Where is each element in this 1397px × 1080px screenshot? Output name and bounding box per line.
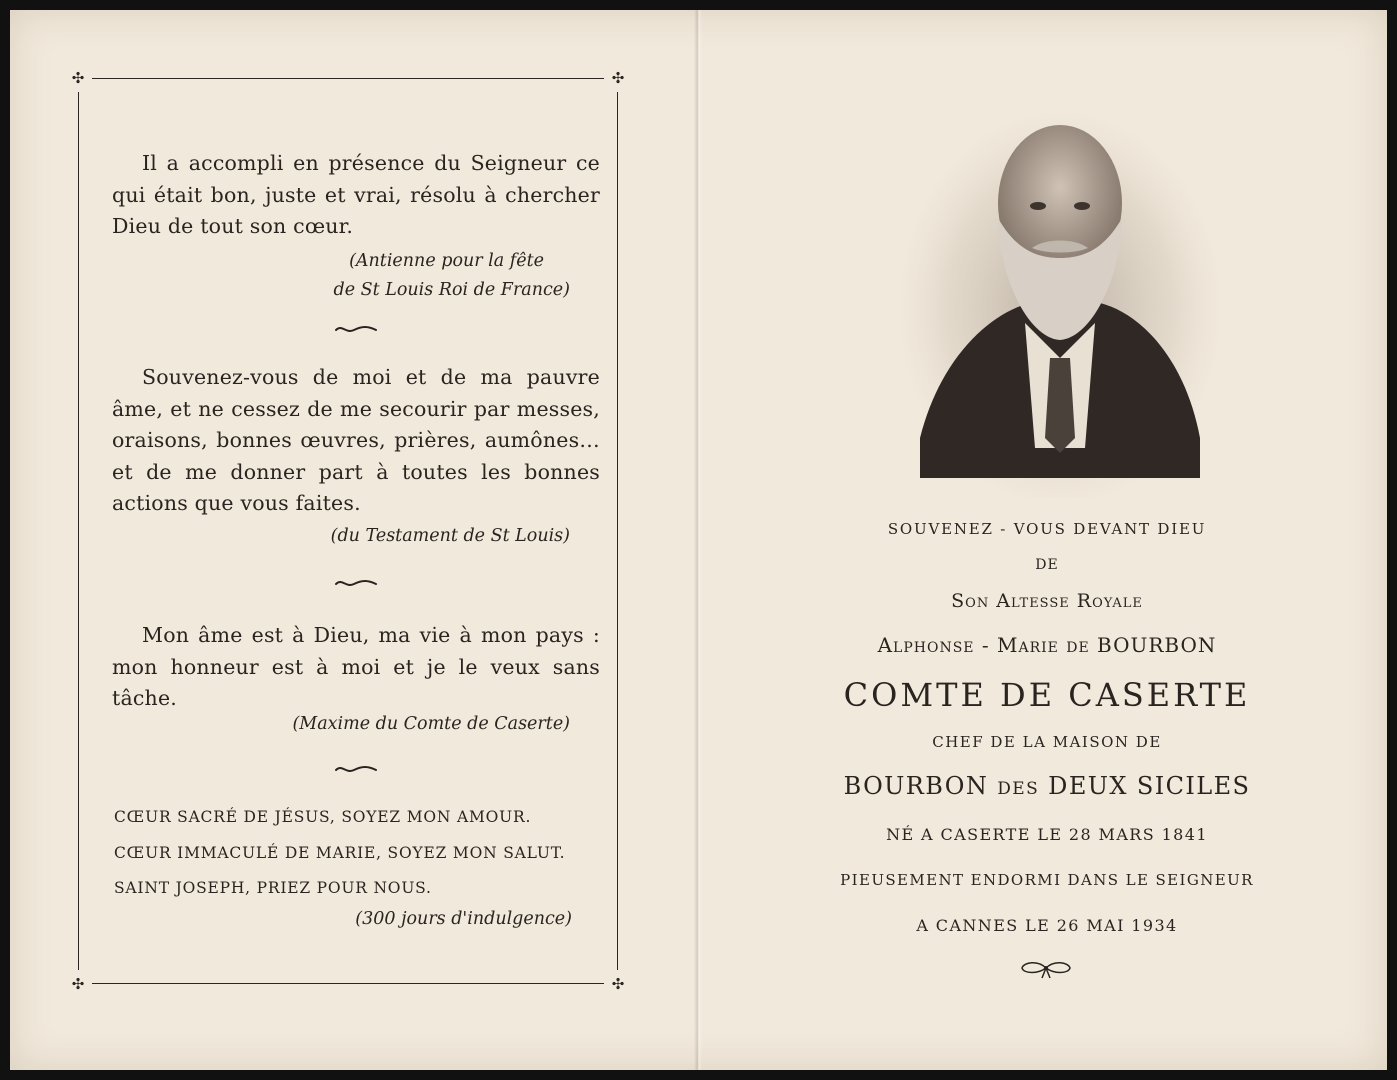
card-fold [694,10,702,1070]
birth-line: NÉ A CASERTE LE 28 MARS 1841 [886,825,1208,844]
citation-testament: (du Testament de St Louis) [330,526,570,546]
frame-top-rule [92,78,604,79]
royal-title: Son Altesse Royale [951,590,1143,612]
person-title: COMTE DE CASERTE [843,676,1251,714]
swash-icon [334,578,378,590]
person-name: Alphonse - Marie de BOURBON [877,633,1217,657]
paragraph-maxime: Mon âme est à Dieu, ma vie à mon pays : mon honneur est à moi et je le veux sans tâche. [112,623,600,710]
memorial-heading: SOUVENEZ - VOUS DEVANT DIEU [887,520,1207,538]
death-line: PIEUSEMENT ENDORMI DANS LE SEIGNEUR [840,871,1254,889]
house-name: BOURBON des DEUX SICILES [843,772,1251,800]
cross-ornament-icon: ✣ [71,69,85,87]
house-heading: CHEF DE LA MAISON DE [932,733,1162,751]
prayer-saint-joseph: SAINT JOSEPH, PRIEZ POUR NOUS. [114,879,432,897]
citation-maxime: (Maxime du Comte de Caserte) [292,714,570,734]
paragraph-antienne: Il a accompli en présence du Seigneur ce qui était bon, juste et vrai, résolu à chercher Dieu de tout son cœur. [112,151,600,238]
cross-ornament-icon: ✣ [71,975,85,993]
frame-bottom-rule [92,983,604,984]
frame-left-rule [78,92,79,970]
indulgence-note: (300 jours d'indulgence) [355,909,572,929]
swash-icon [334,764,378,776]
memorial-de: DE [1035,557,1059,573]
frame-right-rule [617,92,618,970]
citation-antienne-2: de St Louis Roi de France) [333,280,570,300]
prayer-immaculate-heart: CŒUR IMMACULÉ DE MARIE, SOYEZ MON SALUT. [114,844,566,862]
bow-ornament-icon [1018,960,1074,980]
death-place-date: A CANNES LE 26 MAI 1934 [916,916,1178,935]
cross-ornament-icon: ✣ [611,69,625,87]
cross-ornament-icon: ✣ [611,975,625,993]
swash-icon [334,324,378,336]
prayer-sacred-heart: CŒUR SACRÉ DE JÉSUS, SOYEZ MON AMOUR. [114,808,532,826]
portrait-photo [900,108,1220,498]
paragraph-testament: Souvenez-vous de moi et de ma pauvre âme, et ne cessez de me secourir par messes, oraisons, bonnes œuvres, prières, aumônes… et de me donner part à toutes les bonnes actions que vous faites. [112,365,600,515]
citation-antienne-1: (Antienne pour la fête [349,251,544,271]
